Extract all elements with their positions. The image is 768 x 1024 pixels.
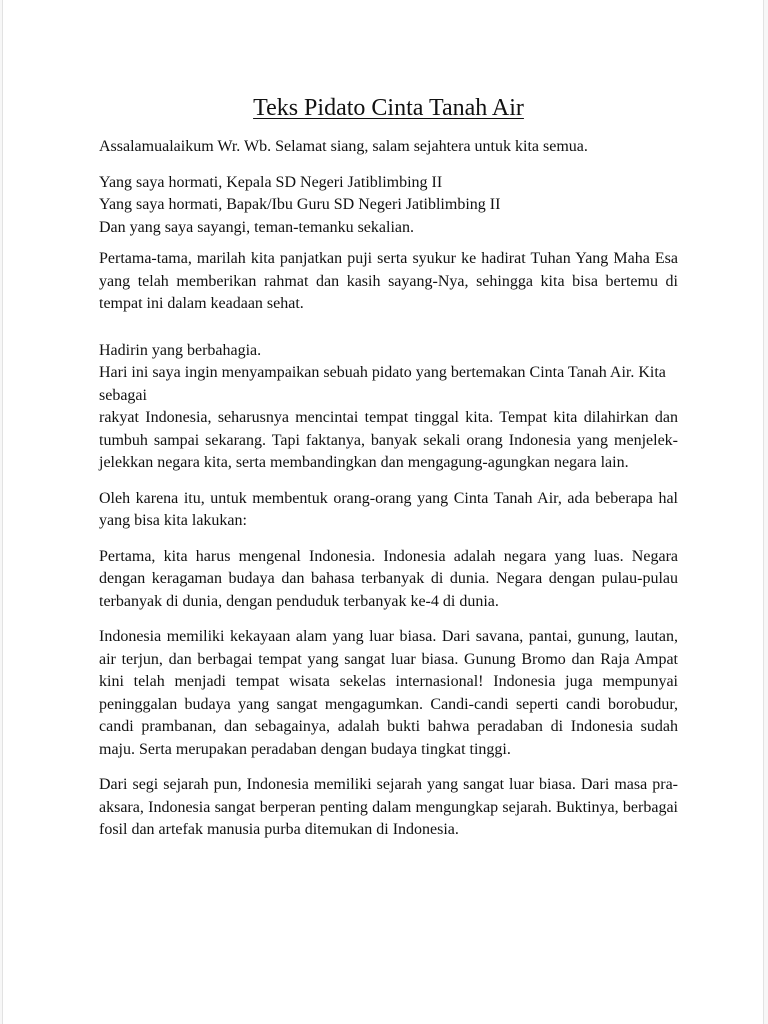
history-paragraph: Dari segi sejarah pun, Indonesia memiliki sejarah yang sangat luar biasa. Dari masa pra-aksara, Indonesia sangat berperan penting dalam mengungkap sejarah. Buktinya, berbagai fosil dan artefak manusia purba ditemukan di Indonesia. — [99, 776, 678, 838]
salutation-teachers: Yang saya hormati, Bapak/Ibu Guru SD Negeri Jatiblimbing II — [99, 196, 501, 213]
salutation-block — [99, 172, 678, 240]
opening-paragraph: Pertama-tama, marilah kita panjatkan puji serta syukur ke hadirat Tuhan Yang Maha Esa yang telah memberikan rahmat dan kasih sayang-Nya, sehingga kita bisa bertemu di tempat ini dalam keadaan sehat. — [99, 250, 678, 312]
intro-body-paragraph: rakyat Indonesia, seharusnya mencintai tempat tinggal kita. Tempat kita dilahirkan dan tumbuh sampai sekarang. Tapi faktanya, banyak sekali orang Indonesia yang menjelek-jelekkan negara kita, serta membandingkan dan mengagung-agungkan negara lain. — [99, 409, 678, 471]
document-body — [99, 92, 678, 842]
greeting-paragraph: Assalamualaikum Wr. Wb. Selamat siang, salam sejahtera untuk kita semua. — [99, 138, 588, 155]
document-title: Teks Pidato Cinta Tanah Air — [253, 95, 524, 121]
salutation-friends: Dan yang saya sayangi, teman-temanku sekalian. — [99, 218, 414, 236]
nature-paragraph: Indonesia memiliki kekayaan alam yang luar biasa. Dari savana, pantai, gunung, lautan, air terjun, dan berbagai tempat yang sangat luar biasa. Gunung Bromo dan Raja Ampat kini telah menjadi tempat wisata sekelas internasional! Indonesia juga mempunyai peninggalan budaya yang sangat mengagumkan. Candi-candi seperti candi borobudur, candi prambanan, dan sebagainya, adalah bukti bahwa peradaban di Indonesia sudah maju. Serta merupakan peradaban dengan budaya tingkat tinggi. — [99, 628, 678, 758]
document-page — [2, 0, 764, 1024]
salutation-principal: Yang saya hormati, Kepala SD Negeri Jatiblimbing II — [99, 173, 443, 191]
intro-line: Hari ini saya ingin menyampaikan sebuah pidato yang bertemakan Cinta Tanah Air. Kita sebagai — [99, 364, 666, 404]
point-one-paragraph: Pertama, kita harus mengenal Indonesia. Indonesia adalah negara yang luas. Negara dengan keragaman budaya dan bahasa terbanyak di dunia. Negara dengan pulau-pulau terbanyak di dunia, dengan penduduk terbanyak ke-4 di dunia. — [99, 547, 678, 610]
audience-address: Hadirin yang berbahagia. — [99, 341, 262, 359]
transition-paragraph: Oleh karena itu, untuk membentuk orang-orang yang Cinta Tanah Air, ada beberapa hal yang bisa kita lakukan: — [99, 489, 678, 529]
